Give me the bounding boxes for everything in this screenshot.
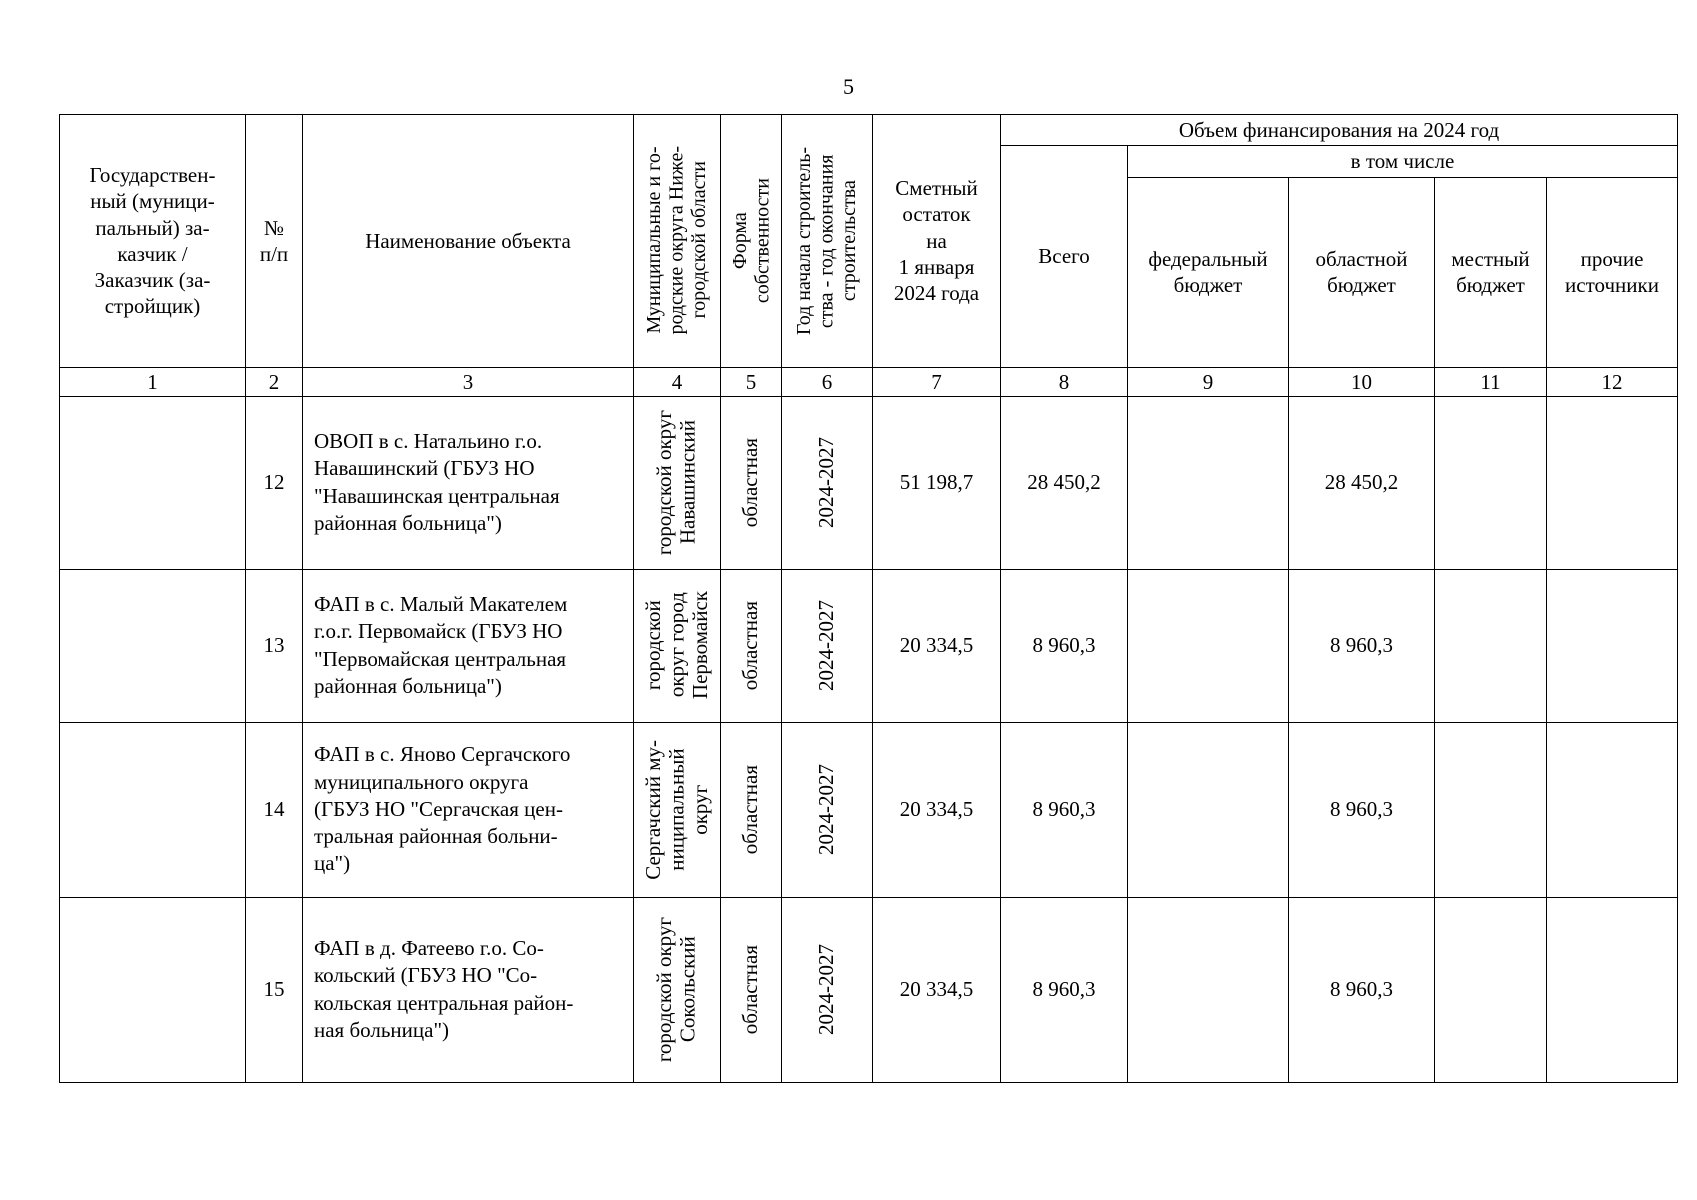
years-text: 2024-2027 — [814, 437, 839, 528]
cell-years — [782, 396, 873, 569]
table-row — [60, 396, 1678, 569]
table-row — [60, 722, 1678, 897]
header-total-label: Всего — [1038, 244, 1090, 269]
header-local-label: местный бюджет — [1451, 246, 1530, 297]
cell-years — [782, 569, 873, 722]
cell-federal — [1128, 722, 1289, 897]
column-number: 3 — [303, 367, 634, 396]
cell-total: 8 960,3 — [1001, 569, 1128, 722]
cell-ownership — [721, 722, 782, 897]
column-number: 11 — [1435, 367, 1547, 396]
cell-federal — [1128, 897, 1289, 1082]
cell-total: 8 960,3 — [1001, 897, 1128, 1082]
cell-object-name — [303, 722, 634, 897]
ownership-text: областная — [738, 437, 763, 528]
cell-years — [782, 722, 873, 897]
cell-balance: 20 334,5 — [873, 897, 1001, 1082]
cell-customer — [60, 569, 246, 722]
cell-federal — [1128, 396, 1289, 569]
cell-ownership — [721, 897, 782, 1082]
header-municipality — [634, 115, 721, 368]
cell-balance: 20 334,5 — [873, 722, 1001, 897]
municipality-text: городской округ город Первомайск — [640, 591, 712, 700]
ownership-text: областная — [738, 944, 763, 1035]
cell-regional: 28 450,2 — [1289, 396, 1435, 569]
header-customer-label: Государствен- ный (муници- пальный) за- казчик / Заказчик (за- стройщик) — [89, 163, 216, 319]
cell-other — [1547, 569, 1678, 722]
cell-municipality — [634, 897, 721, 1082]
municipality-text: городской округ Навашинский — [652, 409, 700, 556]
column-number: 1 — [60, 367, 246, 396]
cell-local — [1435, 897, 1547, 1082]
header-ownership — [721, 115, 782, 368]
column-number: 7 — [873, 367, 1001, 396]
header-years-label: Год начала строитель- ства - год окончания строительства — [793, 146, 861, 335]
column-number: 4 — [634, 367, 721, 396]
column-number-row — [60, 367, 1678, 396]
cell-regional: 8 960,3 — [1289, 897, 1435, 1082]
municipality-text: городской округ Сокольский — [652, 916, 700, 1063]
header-num-label: № п/п — [259, 215, 289, 266]
cell-ownership — [721, 396, 782, 569]
object-name-text: ФАП в с. Малый Макателем г.о.г. Первомайск (ГБУЗ НО "Первомайская центральная районная больница") — [314, 591, 568, 698]
cell-num: 14 — [246, 722, 303, 897]
object-name-text: ФАП в с. Яново Сергачского муниципального округа (ГБУЗ НО "Сергачская цен- тральная районная больни- ца") — [314, 742, 571, 876]
years-text: 2024-2027 — [814, 944, 839, 1035]
column-number: 5 — [721, 367, 782, 396]
column-number: 9 — [1128, 367, 1289, 396]
object-name-text: ОВОП в с. Натальино г.о. Навашинский (ГБУЗ НО "Навашинская центральная районная больница") — [314, 428, 560, 535]
header-financing-label: Объем финансирования на 2024 год — [1178, 118, 1500, 142]
cell-local — [1435, 569, 1547, 722]
cell-num: 15 — [246, 897, 303, 1082]
cell-other — [1547, 722, 1678, 897]
cell-num: 13 — [246, 569, 303, 722]
ownership-text: областная — [738, 600, 763, 691]
cell-municipality — [634, 396, 721, 569]
cell-object-name — [303, 569, 634, 722]
cell-customer — [60, 722, 246, 897]
years-text: 2024-2027 — [814, 600, 839, 691]
header-ownership-label: Форма собственности — [728, 178, 773, 304]
header-estimated-balance-label: Сметный остаток на 1 января 2024 года — [893, 176, 980, 306]
cell-customer — [60, 396, 246, 569]
header-municipality-label: Муниципальные и го- родские округа Ниже- городской области — [643, 146, 711, 336]
header-other-label: прочие источники — [1565, 246, 1659, 297]
header-including — [1128, 146, 1678, 177]
cell-federal — [1128, 569, 1289, 722]
header-regional — [1289, 177, 1435, 367]
header-federal — [1128, 177, 1289, 367]
cell-num: 12 — [246, 396, 303, 569]
cell-customer — [60, 897, 246, 1082]
cell-local — [1435, 722, 1547, 897]
header-num — [246, 115, 303, 368]
cell-object-name — [303, 897, 634, 1082]
cell-total: 8 960,3 — [1001, 722, 1128, 897]
column-number: 12 — [1547, 367, 1678, 396]
header-including-label: в том числе — [1350, 149, 1455, 174]
header-total — [1001, 146, 1128, 367]
table-row — [60, 897, 1678, 1082]
cell-years — [782, 897, 873, 1082]
cell-local — [1435, 396, 1547, 569]
header-local — [1435, 177, 1547, 367]
page-number: 5 — [843, 74, 854, 99]
cell-ownership — [721, 569, 782, 722]
cell-regional: 8 960,3 — [1289, 722, 1435, 897]
financing-table — [59, 114, 1678, 1083]
header-object-name-label: Наименование объекта — [365, 228, 571, 253]
cell-object-name — [303, 396, 634, 569]
column-number: 10 — [1289, 367, 1435, 396]
header-years — [782, 115, 873, 368]
cell-regional: 8 960,3 — [1289, 569, 1435, 722]
municipality-text: Сергачский му- ниципальный округ — [640, 739, 712, 880]
ownership-text: областная — [738, 764, 763, 855]
cell-other — [1547, 897, 1678, 1082]
column-number: 6 — [782, 367, 873, 396]
cell-balance: 20 334,5 — [873, 569, 1001, 722]
header-estimated-balance — [873, 115, 1001, 368]
header-object-name — [303, 115, 634, 368]
object-name-text: ФАП в д. Фатеево г.о. Со- кольский (ГБУЗ НО "Со- кольская центральная район- ная больница") — [314, 935, 574, 1042]
header-financing — [1001, 115, 1678, 146]
column-number: 8 — [1001, 367, 1128, 396]
header-other — [1547, 177, 1678, 367]
cell-municipality — [634, 569, 721, 722]
table-row — [60, 569, 1678, 722]
header-federal-label: федеральный бюджет — [1148, 246, 1268, 297]
cell-balance: 51 198,7 — [873, 396, 1001, 569]
cell-total: 28 450,2 — [1001, 396, 1128, 569]
header-customer — [60, 115, 246, 368]
header-regional-label: областной бюджет — [1315, 246, 1408, 297]
cell-municipality — [634, 722, 721, 897]
column-number: 2 — [246, 367, 303, 396]
cell-other — [1547, 396, 1678, 569]
years-text: 2024-2027 — [814, 764, 839, 855]
